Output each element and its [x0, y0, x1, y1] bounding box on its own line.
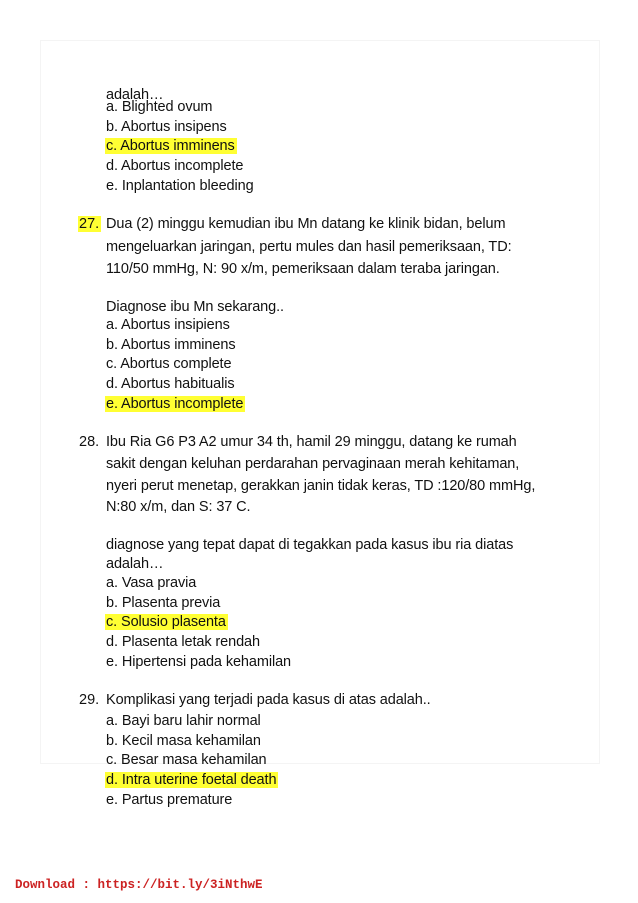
q28-stem-line-1: Ibu Ria G6 P3 A2 umur 34 th, hamil 29 minggu, datang ke rumah — [106, 434, 517, 450]
q27-prompt: Diagnose ibu Mn sekarang.. — [106, 299, 284, 315]
q27-option-d: d. Abortus habitualis — [106, 376, 235, 392]
q29-option-c: c. Besar masa kehamilan — [106, 752, 267, 768]
q29-option-b: b. Kecil masa kehamilan — [106, 733, 261, 749]
q26-stem-tail: adalah… — [106, 87, 164, 103]
q26-option-d: d. Abortus incomplete — [106, 158, 244, 174]
q28-number: 28. — [79, 434, 100, 450]
q28-stem-line-2: sakit dengan keluhan perdarahan pervaginaan merah kehitaman, — [106, 456, 520, 472]
q27-number: 27. — [79, 216, 100, 232]
q29-option-a: a. Bayi baru lahir normal — [106, 713, 261, 729]
q27-option-a: a. Abortus insipiens — [106, 317, 230, 333]
q28-option-a: a. Vasa pravia — [106, 575, 197, 591]
q27-stem-line-1: Dua (2) minggu kemudian ibu Mn datang ke klinik bidan, belum — [106, 216, 506, 232]
q26-option-a: a. Blighted ovum — [106, 99, 213, 115]
answer-highlight: c. Solusio plasenta — [106, 614, 226, 630]
q26-option-e: e. Inplantation bleeding — [106, 178, 254, 194]
q27-stem-line-2: mengeluarkan jaringan, pertu mules dan hasil pemeriksaan, TD: — [106, 239, 512, 255]
q27-option-b: b. Abortus imminens — [106, 337, 236, 353]
q26-option-b: b. Abortus insipens — [106, 119, 227, 135]
q28-prompt-line-2: adalah… — [106, 556, 164, 572]
download-link[interactable]: Download : https://bit.ly/3iNthwE — [15, 878, 263, 892]
q28-stem-line-3: nyeri perut menetap, gerakkan janin tidak keras, TD :120/80 mmHg, — [106, 478, 536, 494]
q26-option-c-answer — [106, 137, 237, 155]
answer-highlight: e. Abortus incomplete — [106, 396, 244, 412]
q28-prompt-line-1: diagnose yang tepat dapat di tegakkan pada kasus ibu ria diatas — [106, 537, 514, 553]
q28-option-b: b. Plasenta previa — [106, 595, 221, 611]
answer-highlight: d. Intra uterine foetal death — [106, 772, 277, 788]
q28-option-d: d. Plasenta letak rendah — [106, 634, 260, 650]
q29-stem: Komplikasi yang terjadi pada kasus di atas adalah.. — [106, 692, 431, 708]
q28-stem-line-4: N:80 x/m, dan S: 37 C. — [106, 499, 251, 515]
answer-highlight: c. Abortus imminens — [106, 138, 235, 154]
q27-option-e-answer — [106, 395, 245, 413]
q29-option-d-answer — [106, 771, 278, 789]
q27-stem-line-3: 110/50 mmHg, N: 90 x/m, pemeriksaan dalam teraba jaringan. — [106, 261, 500, 277]
q29-number: 29. — [79, 692, 100, 708]
q29-option-e: e. Partus premature — [106, 792, 233, 808]
q27-option-c: c. Abortus complete — [106, 356, 232, 372]
q28-option-c-answer — [106, 613, 228, 631]
q28-option-e: e. Hipertensi pada kehamilan — [106, 654, 292, 670]
